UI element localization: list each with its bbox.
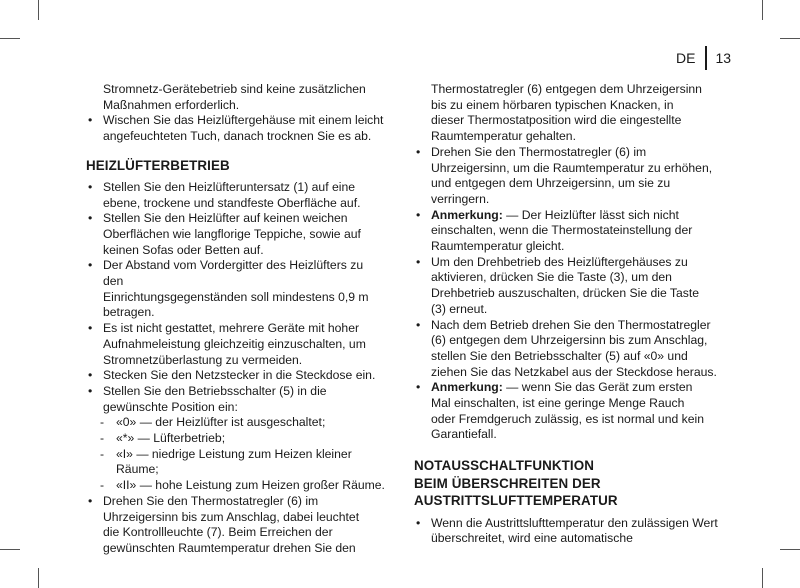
text-line: Nach dem Betrieb drehen Sie den Thermostatregler bbox=[431, 317, 711, 332]
bullet-icon: • bbox=[88, 493, 93, 508]
text-line: oder Fremdgeruch zulässig, es ist normal und kein bbox=[431, 411, 704, 426]
sub-list-item-text bbox=[116, 415, 386, 431]
list-item bbox=[86, 258, 386, 321]
list-item-text bbox=[431, 145, 719, 208]
crop-mark bbox=[762, 0, 763, 20]
text-line: NOTAUSSCHALTFUNKTION bbox=[414, 458, 595, 474]
text-line: Garantiefall. bbox=[431, 427, 497, 442]
text-line: bis zu einem hörbaren typischen Knacken, in bbox=[431, 97, 674, 112]
text-line: Stecken Sie den Netzstecker in die Steckdose ein. bbox=[103, 368, 376, 383]
header-divider bbox=[705, 46, 707, 70]
text-line: Räume; bbox=[116, 462, 159, 477]
list-item bbox=[414, 145, 719, 208]
text-line: Anmerkung: — wenn Sie das Gerät zum ersten bbox=[431, 380, 693, 395]
text-line: einschalten, wenn die Thermostateinstellung der bbox=[431, 223, 693, 238]
bullet-icon: • bbox=[88, 383, 93, 398]
list-item-text bbox=[103, 180, 386, 211]
text-line: Aufnahmeleistung gleichzeitig einzuschalten, um bbox=[103, 336, 366, 351]
sub-list-item-text bbox=[116, 431, 386, 447]
text-line: gewünschte Position ein: bbox=[103, 399, 238, 414]
list-item bbox=[86, 113, 386, 144]
list-item-text bbox=[431, 255, 719, 318]
right-column bbox=[414, 82, 719, 547]
text-line: Drehen Sie den Thermostatregler (6) im bbox=[431, 144, 647, 159]
text-line: AUSTRITTSLUFTTEMPERATUR bbox=[414, 493, 618, 509]
section-heading: HEIZLÜFTERBETRIEB bbox=[86, 157, 230, 173]
list-item-text bbox=[431, 318, 719, 381]
bullet-icon: • bbox=[88, 368, 93, 383]
sub-list-item-text bbox=[116, 478, 386, 494]
bullet-icon: • bbox=[88, 258, 93, 273]
text-line: verringern. bbox=[431, 191, 490, 206]
list-item bbox=[86, 494, 386, 557]
section-heading bbox=[414, 457, 719, 510]
bullet-icon: • bbox=[416, 144, 421, 159]
note-label: Anmerkung: bbox=[431, 207, 503, 222]
text-line: dieser Thermostatposition wird die eingestellte bbox=[431, 113, 682, 128]
text-line: Drehen Sie den Thermostatregler (6) im bbox=[103, 493, 319, 508]
text-line: betragen. bbox=[103, 305, 155, 320]
text-line: Stellen Sie den Heizlüfteruntersatz (1) auf eine bbox=[103, 179, 356, 194]
note-label: Anmerkung: bbox=[431, 380, 503, 395]
text-line: Uhrzeigersinn, um die Raumtemperatur zu erhöhen, bbox=[431, 160, 713, 175]
text-line: Einrichtungsgegenständen soll mindestens 0,9 m bbox=[103, 289, 369, 304]
list-item-text bbox=[103, 113, 386, 144]
crop-mark bbox=[0, 38, 20, 39]
text-line: Stellen Sie den Betriebsschalter (5) in die bbox=[103, 383, 327, 398]
bullet-icon: • bbox=[416, 254, 421, 269]
dash-icon: - bbox=[100, 415, 105, 430]
list-item bbox=[86, 384, 386, 415]
text-line: Uhrzeigersinn bis zum Anschlag, dabei leuchtet bbox=[103, 509, 360, 524]
text-line: ziehen Sie das Netzkabel aus der Steckdose heraus. bbox=[431, 364, 717, 379]
text-line: gewünschten Raumtemperatur drehen Sie den bbox=[103, 540, 356, 555]
bullet-icon: • bbox=[88, 211, 93, 226]
text-line: Wenn die Austrittslufttemperatur den zulässigen Wert bbox=[431, 515, 718, 530]
bullet-icon: • bbox=[88, 321, 93, 336]
text-line: «0» — der Heizlüfter ist ausgeschaltet; bbox=[116, 415, 326, 430]
list-item-text bbox=[431, 516, 719, 547]
text-line: «I» — niedrige Leistung zum Heizen kleiner bbox=[116, 446, 352, 461]
language-code: DE bbox=[676, 50, 696, 66]
list-item-text bbox=[103, 258, 386, 321]
sub-list-item bbox=[86, 431, 386, 447]
text-line: Anmerkung: — Der Heizlüfter lässt sich nicht bbox=[431, 207, 679, 222]
list-item bbox=[414, 255, 719, 318]
text-line: die Kontrollleuchte (7). Beim Erreichen der bbox=[103, 525, 333, 540]
sub-list-item bbox=[86, 415, 386, 431]
list-item bbox=[86, 211, 386, 258]
list-item bbox=[414, 318, 719, 381]
list-item bbox=[86, 321, 386, 368]
list-item bbox=[414, 516, 719, 547]
sub-list-item bbox=[86, 447, 386, 478]
text-line: Thermostatregler (6) entgegen dem Uhrzeigersinn bbox=[431, 82, 702, 96]
crop-mark bbox=[780, 38, 800, 39]
text-line: Stromnetz-Gerätebetrieb sind keine zusätzlichen bbox=[103, 82, 366, 96]
sub-list-item bbox=[86, 478, 386, 494]
crop-mark bbox=[780, 549, 800, 550]
bullet-icon: • bbox=[416, 380, 421, 395]
text-line: aktivieren, drücken Sie die Taste (3), um den bbox=[431, 270, 672, 285]
dash-icon: - bbox=[100, 431, 105, 446]
bullet-icon: • bbox=[88, 179, 93, 194]
list-item-text bbox=[103, 494, 386, 557]
text-line: Der Abstand vom Vordergitter des Heizlüfters zu den bbox=[103, 258, 364, 289]
text-line: und entgegen dem Uhrzeigersinn, um sie zu bbox=[431, 176, 671, 191]
text-line: Es ist nicht gestattet, mehrere Geräte mit hoher bbox=[103, 321, 360, 336]
note-text bbox=[431, 208, 719, 255]
crop-mark bbox=[0, 549, 20, 550]
text-line: Drehbetrieb auszuschalten, drücken Sie die Taste bbox=[431, 286, 700, 301]
list-item bbox=[86, 180, 386, 211]
bullet-icon: • bbox=[416, 515, 421, 530]
crop-mark bbox=[762, 568, 763, 588]
bullet-icon: • bbox=[88, 113, 93, 128]
text-line: stellen Sie den Betriebsschalter (5) auf «0» und bbox=[431, 348, 688, 363]
crop-mark bbox=[38, 568, 39, 588]
list-item bbox=[86, 368, 386, 384]
bullet-icon: • bbox=[416, 207, 421, 222]
dash-icon: - bbox=[100, 446, 105, 461]
list-item-text bbox=[103, 321, 386, 368]
text-line: angefeuchteten Tuch, danach trocknen Sie es ab. bbox=[103, 129, 372, 144]
text-line: «*» — Lüfterbetrieb; bbox=[116, 431, 226, 446]
note-text bbox=[431, 380, 719, 443]
list-item-text bbox=[103, 211, 386, 258]
text-line: überschreitet, wird eine automatische bbox=[431, 531, 633, 546]
text-line: Mal einschalten, ist eine geringe Menge Rauch bbox=[431, 396, 685, 411]
left-column bbox=[86, 82, 386, 557]
sub-list-item-text bbox=[116, 447, 386, 478]
continued-text bbox=[86, 82, 386, 113]
text-line: (3) erneut. bbox=[431, 301, 488, 316]
text-line: Stellen Sie den Heizlüfter auf keinen weichen bbox=[103, 211, 348, 226]
dash-icon: - bbox=[100, 478, 105, 493]
page-header bbox=[676, 46, 731, 70]
list-item-note bbox=[414, 208, 719, 255]
bullet-icon: • bbox=[416, 317, 421, 332]
list-item-note bbox=[414, 380, 719, 443]
page-number: 13 bbox=[715, 50, 732, 66]
text-line: Maßnahmen erforderlich. bbox=[103, 97, 240, 112]
text-line: Stromnetzüberlastung zu vermeiden. bbox=[103, 352, 303, 367]
crop-mark bbox=[38, 0, 39, 20]
text-line: Oberflächen wie langflorige Teppiche, sowie auf bbox=[103, 226, 361, 241]
text-line: (6) entgegen dem Uhrzeigersinn bis zum Anschlag, bbox=[431, 333, 708, 348]
text-line: ebene, trockene und standfeste Oberfläche auf. bbox=[103, 195, 361, 210]
continued-text bbox=[414, 82, 719, 145]
text-line: Um den Drehbetrieb des Heizlüftergehäuses zu bbox=[431, 254, 688, 269]
text-line: Raumtemperatur gehalten. bbox=[431, 129, 576, 144]
text-line: Wischen Sie das Heizlüftergehäuse mit einem leicht bbox=[103, 113, 384, 128]
text-line: Raumtemperatur gleicht. bbox=[431, 239, 565, 254]
text-line: BEIM ÜBERSCHREITEN DER bbox=[414, 475, 601, 491]
text-line: «II» — hohe Leistung zum Heizen großer Räume. bbox=[116, 478, 385, 493]
list-item-text bbox=[103, 384, 386, 415]
text-line: keinen Sofas oder Betten auf. bbox=[103, 242, 264, 257]
list-item-text bbox=[103, 368, 386, 384]
